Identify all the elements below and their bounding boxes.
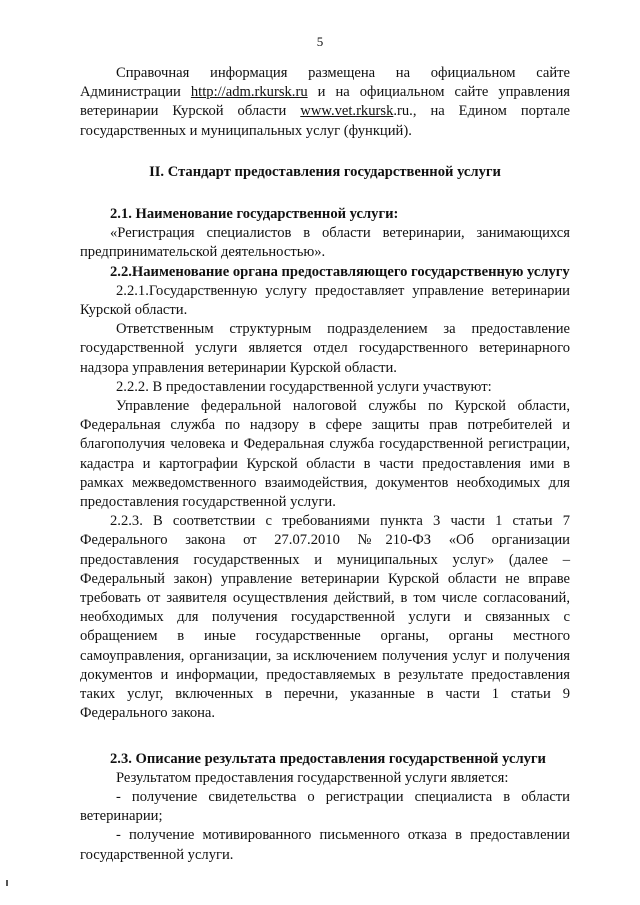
s21-heading: 2.1. Наименование государственной услуги: [110, 206, 399, 223]
intro-text-3: .ru., на Едином портале государственных и муниципальных услуг (функций). [80, 103, 570, 139]
vet-site-link[interactable]: www.vet.rkursk [300, 103, 394, 120]
intro-text-1: Справочная информация размещена на официальном сайте Администрации [80, 65, 570, 101]
section-title: II. Стандарт предоставления государственной услуги [149, 163, 501, 180]
p222: 2.2.2. В предоставлении государственной услуги участвуют: [116, 378, 492, 395]
scan-mark [6, 880, 8, 886]
intro-text-2: и на официальном сайте управления ветеринарии Курской области [80, 84, 570, 120]
s23-heading: 2.3. Описание результата предоставления государственной услуги [110, 750, 546, 767]
admin-site-link[interactable]: http://adm.rkursk.ru [190, 84, 308, 101]
s23-intro: Результатом предоставления государственной услуги является: [116, 769, 509, 786]
document-body [80, 64, 570, 865]
s21-text: «Регистрация специалистов в области ветеринарии, занимающихся предпринимательской деятельностью». [80, 225, 570, 261]
p222-participants: Управление федеральной налоговой службы по Курской области, Федеральная служба по надзору в сфере защиты прав потребителей и благополучия человека и Федеральная служба государственной регистрации, кадастра и картографии Курской области в части предоставления ими в рамках межведомственного взаимодействия, документов необходимых для предоставления государственной услуги. [80, 398, 570, 511]
s23-item-certificate: - получение свидетельства о регистрации специалиста в области ветеринарии; [80, 788, 570, 825]
p221-responsible: Ответственным структурным подразделением за предоставление государственной услуги является отдел государственного ветеринарного надзора управления ветеринарии Курской области. [80, 321, 570, 376]
s23-item-refusal: - получение мотивированного письменного отказа в предоставлении государственной услуги. [80, 827, 570, 863]
page-number: 5 [316, 34, 324, 49]
p223: 2.2.3. В соответствии с требованиями пункта 3 части 1 статьи 7 Федерального закона от 27.07.2010 №210-ФЗ «Об организации предоставления государственных и муниципальных услуг» (далее – Федеральный закон) управление ветеринарии Курской области не вправе требовать от заявителя осуществления действий, в том числе согласований, необходимых для получения государственной услуги и связанных с обращением в иные государственные органы, органы местного самоуправления, организации, за исключением получения услуг и получения документов и информации, предоставляемых в результате предоставления таких услуг, включенных в перечни, указанные в части 1 статьи 9 Федерального закона. [80, 513, 570, 722]
s22-heading: 2.2.Наименование органа предоставляющего государственную услугу [110, 263, 570, 280]
spacer [80, 724, 570, 750]
intro-paragraph [80, 64, 570, 141]
p221: 2.2.1.Государственную услугу предоставляет управление ветеринарии Курской области. [80, 282, 570, 319]
